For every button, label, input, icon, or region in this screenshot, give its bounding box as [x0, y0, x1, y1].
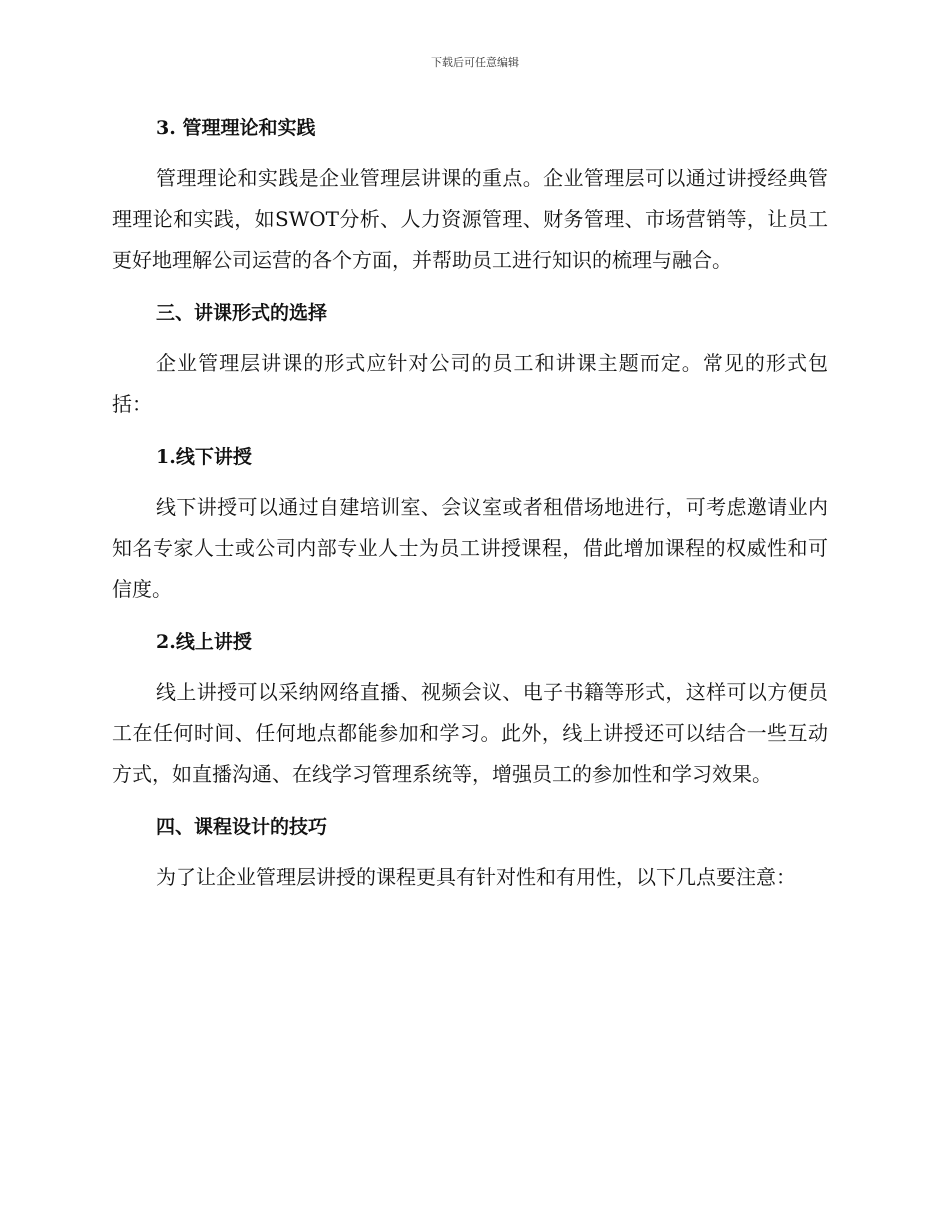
section-heading-lecture-format: 三、讲课形式的选择	[156, 302, 328, 324]
section-heading-offline: 1.线下讲授	[156, 446, 252, 468]
paragraph-lecture-format: 企业管理层讲课的形式应针对公司的员工和讲课主题而定。常见的形式包括：	[112, 351, 828, 416]
paragraph-course-design: 为了让企业管理层讲授的课程更具有针对性和有用性，以下几点要注意：	[156, 865, 796, 889]
paragraph-offline: 线下讲授可以通过自建培训室、会议室或者租借场地进行，可考虑邀请业内知名专家人士或公司内部专业人士为员工讲授课程，借此增加课程的权威性和可信度。	[112, 495, 828, 601]
paragraph-management-theory: 管理理论和实践是企业管理层讲课的重点。企业管理层可以通过讲授经典管理理论和实践，如SWOT分析、人力资源管理、财务管理、市场营销等，让员工更好地理解公司运营的各个方面，并帮助员工进行知识的梳理与融合。	[112, 166, 828, 272]
section-heading-online: 2.线上讲授	[156, 631, 252, 653]
section-heading-course-design: 四、课程设计的技巧	[156, 816, 328, 838]
section-heading-management-theory: 3. 管理理论和实践	[156, 117, 316, 139]
document-body	[112, 108, 828, 910]
paragraph-online: 线上讲授可以采纳网络直播、视频会议、电子书籍等形式，这样可以方便员工在任何时间、任何地点都能参加和学习。此外，线上讲授还可以结合一些互动方式，如直播沟通、在线学习管理系统等，增强员工的参加性和学习效果。	[112, 680, 828, 786]
page-header: 下载后可任意编辑	[431, 56, 519, 69]
